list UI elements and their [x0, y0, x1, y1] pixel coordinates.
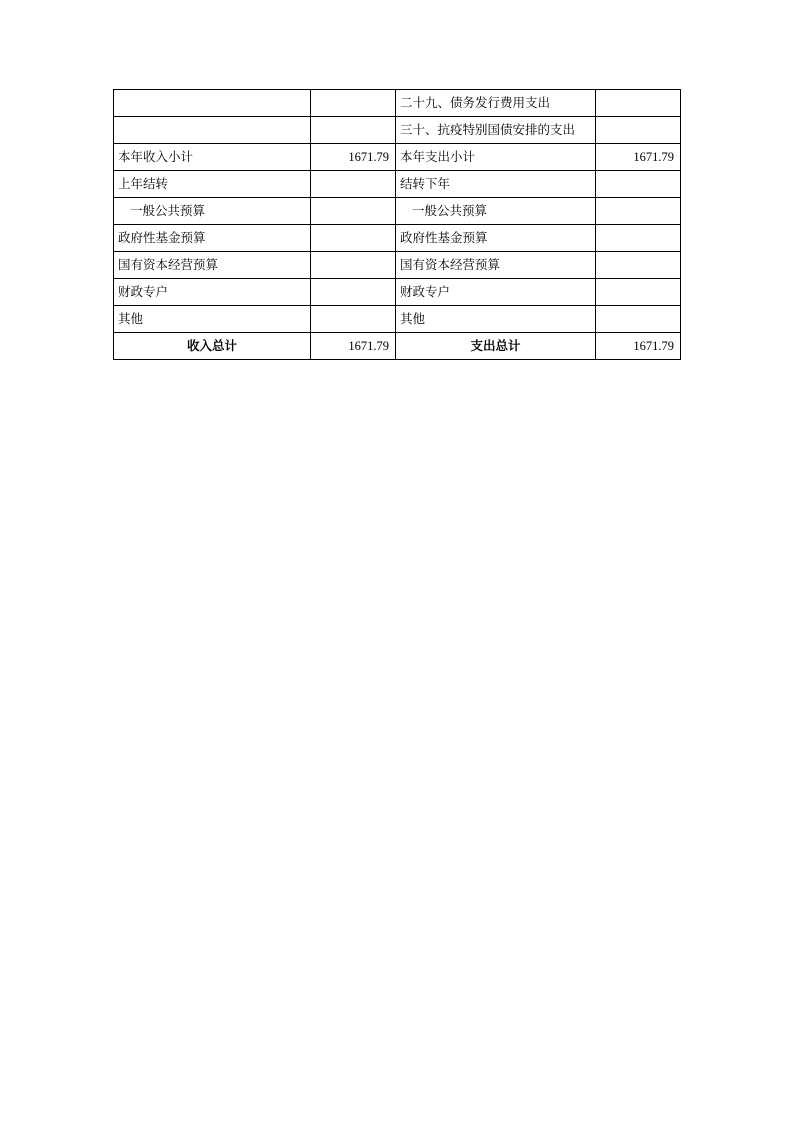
expense-item-label: 结转下年: [396, 171, 596, 198]
income-item-label: 一般公共预算: [114, 198, 311, 225]
expense-item-label: 支出总计: [396, 333, 596, 360]
expense-item-value: 1671.79: [596, 144, 681, 171]
income-item-label: 政府性基金预算: [114, 225, 311, 252]
expense-item-value: [596, 279, 681, 306]
table-row: [114, 252, 681, 279]
table-row: [114, 198, 681, 225]
table-row: [114, 333, 681, 360]
income-item-label: 财政专户: [114, 279, 311, 306]
expense-item-label: 其他: [396, 306, 596, 333]
expense-item-value: 1671.79: [596, 333, 681, 360]
expense-item-value: [596, 117, 681, 144]
income-item-value: [311, 198, 396, 225]
expense-item-label: 本年支出小计: [396, 144, 596, 171]
income-item-label: 国有资本经营预算: [114, 252, 311, 279]
income-item-label: 其他: [114, 306, 311, 333]
table-row: [114, 171, 681, 198]
income-item-label: [114, 90, 311, 117]
income-item-value: 1671.79: [311, 333, 396, 360]
expense-item-label: 政府性基金预算: [396, 225, 596, 252]
expense-item-label: 国有资本经营预算: [396, 252, 596, 279]
expense-item-label: 一般公共预算: [396, 198, 596, 225]
expense-item-value: [596, 90, 681, 117]
expense-item-label: 二十九、债务发行费用支出: [396, 90, 596, 117]
expense-item-label: 财政专户: [396, 279, 596, 306]
income-item-value: [311, 90, 396, 117]
income-item-value: 1671.79: [311, 144, 396, 171]
expense-item-value: [596, 171, 681, 198]
income-item-label: 上年结转: [114, 171, 311, 198]
income-item-label: [114, 117, 311, 144]
expense-item-value: [596, 252, 681, 279]
table-row: [114, 279, 681, 306]
table-row: [114, 306, 681, 333]
table-row: [114, 90, 681, 117]
income-item-value: [311, 252, 396, 279]
table-row: [114, 225, 681, 252]
expense-item-label: 三十、抗疫特别国债安排的支出: [396, 117, 596, 144]
table-row: [114, 144, 681, 171]
expense-item-value: [596, 306, 681, 333]
income-item-value: [311, 279, 396, 306]
income-item-label: 本年收入小计: [114, 144, 311, 171]
income-item-label: 收入总计: [114, 333, 311, 360]
income-item-value: [311, 117, 396, 144]
income-item-value: [311, 306, 396, 333]
expense-item-value: [596, 225, 681, 252]
income-item-value: [311, 225, 396, 252]
table-row: [114, 117, 681, 144]
table-body: [114, 90, 681, 360]
budget-summary-table: [113, 89, 681, 360]
income-item-value: [311, 171, 396, 198]
expense-item-value: [596, 198, 681, 225]
